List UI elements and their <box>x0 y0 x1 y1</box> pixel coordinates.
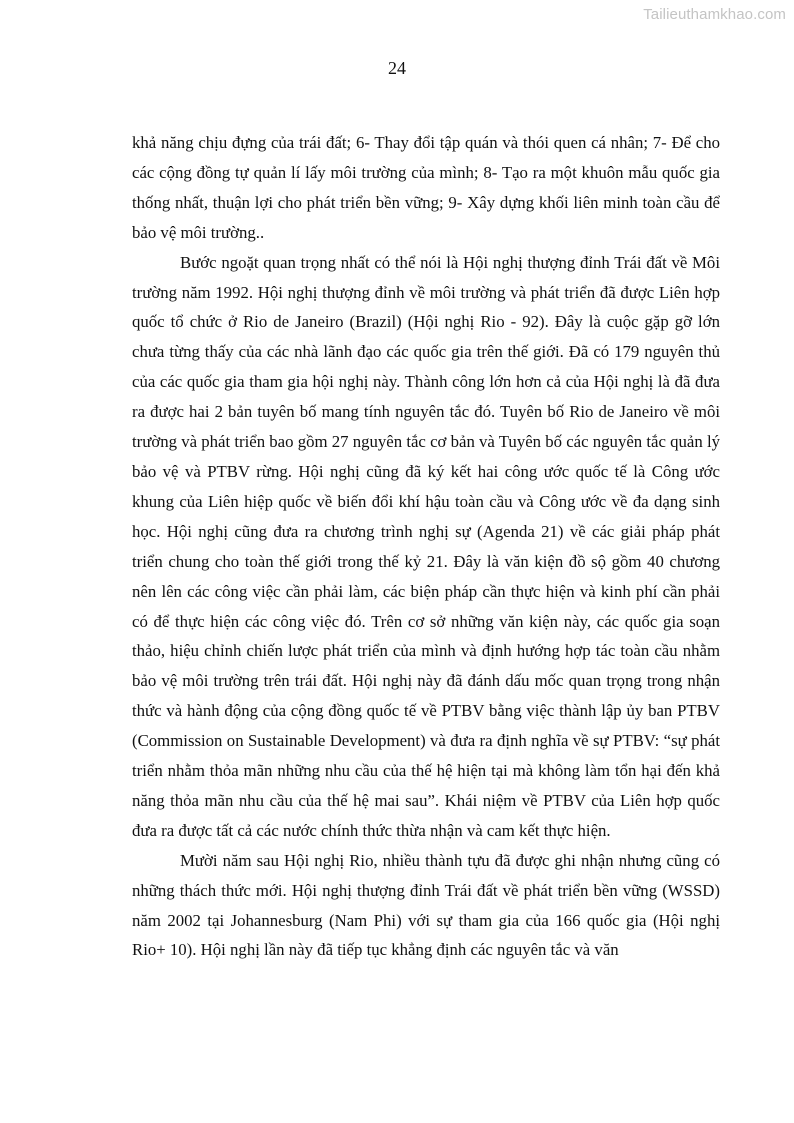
document-body <box>132 128 720 965</box>
site-watermark: Tailieuthamkhao.com <box>643 6 786 23</box>
paragraph-rio-summit: Bước ngoặt quan trọng nhất có thể nói là Hội nghị thượng đỉnh Trái đất về Môi trường năm 1992. Hội nghị thượng đỉnh về môi trường và phát triển đã được Liên hợp quốc tổ chức ở Rio de Janeiro (Brazil) (Hội nghị Rio - 92). Đây là cuộc gặp gỡ lớn chưa từng thấy của các nhà lãnh đạo các quốc gia trên thế giới. Đã có 179 nguyên thủ của các quốc gia tham gia hội nghị này. Thành công lớn hơn cả của Hội nghị là đã đưa ra được hai 2 bản tuyên bố mang tính nguyên tắc đó. Tuyên bố Rio de Janeiro về môi trường và phát triển bao gồm 27 nguyên tắc cơ bản và Tuyên bố các nguyên tắc quản lý bảo vệ và PTBV rừng. Hội nghị cũng đã ký kết hai công ước quốc tế là Công ước khung của Liên hiệp quốc về biến đổi khí hậu toàn cầu và Công ước về đa dạng sinh học. Hội nghị cũng đưa ra chương trình nghị sự (Agenda 21) về các giải pháp phát triển chung cho toàn thế giới trong thế kỷ 21. Đây là văn kiện đồ sộ gồm 40 chương nên lên các công việc cần phải làm, các biện pháp cần thực hiện và kinh phí cần phải có để thực hiện các công việc đó. Trên cơ sở những văn kiện này, các quốc gia soạn thảo, hiệu chỉnh chiến lược phát triển của mình và định hướng hợp tác toàn cầu nhằm bảo vệ môi trường trên trái đất. Hội nghị này đã đánh dấu mốc quan trọng trong nhận thức và hành động của cộng đồng quốc tế về PTBV bằng việc thành lập ủy ban PTBV (Commission on Sustainable Development) và đưa ra định nghĩa về sự PTBV: “sự phát triển nhằm thỏa mãn những nhu cầu của thế hệ hiện tại mà không làm tổn hại đến khả năng thỏa mãn nhu cầu của thế hệ mai sau”. Khái niệm về PTBV của Liên hợp quốc đưa ra được tất cả các nước chính thức thừa nhận và cam kết thực hiện. <box>132 252 720 840</box>
paragraph-continuation: khả năng chịu đựng của trái đất; 6- Thay đổi tập quán và thói quen cá nhân; 7- Để cho các cộng đồng tự quản lí lấy môi trường của mình; 8- Tạo ra một khuôn mẫu quốc gia thống nhất, thuận lợi cho phát triển bền vững; 9- Xây dựng khối liên minh toàn cầu để bảo vệ môi trường.. <box>132 133 720 242</box>
page-number: 24 <box>388 58 406 78</box>
paragraph-johannesburg: Mười năm sau Hội nghị Rio, nhiều thành tựu đã được ghi nhận nhưng cũng có những thách thức mới. Hội nghị thượng đỉnh Trái đất về phát triển bền vững (WSSD) năm 2002 tại Johannesburg (Nam Phi) với sự tham gia của 166 quốc gia (Hội nghị Rio+ 10). Hội nghị lần này đã tiếp tục khẳng định các nguyên tắc và văn <box>132 850 720 960</box>
